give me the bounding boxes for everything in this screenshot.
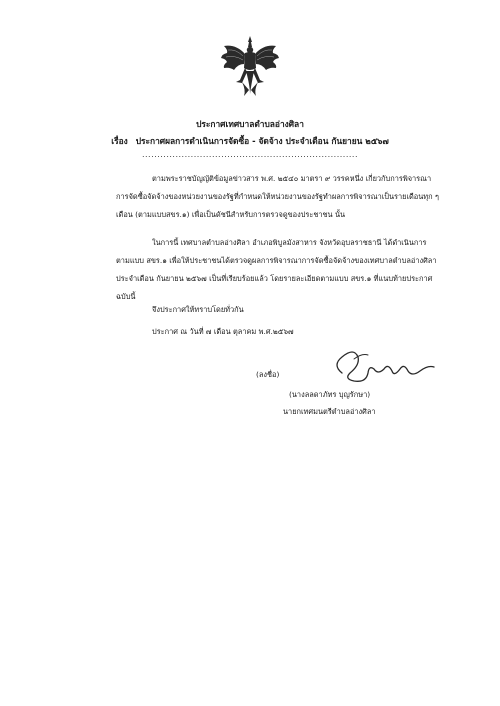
signature-block [256, 343, 456, 433]
paragraph-action [116, 234, 441, 306]
paragraph-line: ประจำเดือน กันยายน ๒๕๖๗ เป็นที่เรียบร้อยแล้ว โดยรายละเอียดตามแบบ สขร.๑ ที่แนบท้ายประกาศ [116, 274, 433, 283]
document-subject [0, 134, 500, 148]
paragraph-line: ตามแบบ สขร.๑ เพื่อให้ประชาชนได้ตรวจดูผลการพิจารณาการจัดซื้อจัดจ้างของเทศบาลตำบลอ่างศิลา [116, 256, 437, 265]
signature-label: (ลงชื่อ) [256, 370, 280, 379]
date-text: ประกาศ ณ วันที่ ๗ เดือน ตุลาคม พ.ศ.๒๕๖๗ [152, 327, 294, 336]
paragraph-line: การจัดซื้อจัดจ้างของหน่วยงานของรัฐที่กำหนดให้หน่วยงานของรัฐทำผลการพิจารณาเป็นรายเดือนทุก ๆ [116, 192, 439, 201]
paragraph-line: ตามพระราชบัญญัติข้อมูลข่าวสาร พ.ศ. ๒๕๔๐ มาตรา ๙ วรรคหนึ่ง เกี่ยวกับการพิจารณา [152, 174, 432, 183]
handwritten-signature [328, 343, 438, 388]
garuda-emblem-icon [218, 34, 282, 98]
signatory-name: (นางลลดาภัทร บุญรักษา) [289, 390, 371, 399]
subject-label: เรื่อง [111, 136, 128, 146]
date-line [116, 323, 441, 341]
paragraph-line: ฉบับนี้ [116, 292, 136, 301]
subject-text: ประกาศผลการดำเนินการจัดซื้อ - จัดจ้าง ประจำเดือน กันยายน ๒๕๖๗ [135, 136, 389, 146]
title-separator: ....................................................................... [141, 150, 359, 159]
paragraph-legal-basis [116, 170, 441, 224]
announce-text: จึงประกาศให้ทราบโดยทั่วกัน [152, 305, 244, 314]
document-title: ประกาศเทศบาลตำบลอ่างศิลา [196, 119, 304, 129]
paragraph-line: ในการนี้ เทศบาลตำบลอ่างศิลา อำเภอพิบูลมังสาหาร จังหวัดอุบลราชธานี ได้ดำเนินการ [152, 238, 427, 247]
paragraph-line: เดือน (ตามแบบสขร.๑) เพื่อเป็นดัชนีสำหรับการตรวจดูของประชาชน นั้น [116, 210, 346, 219]
signatory-position: นายกเทศมนตรีตำบลอ่างศิลา [283, 407, 376, 416]
announce-line [116, 301, 441, 319]
